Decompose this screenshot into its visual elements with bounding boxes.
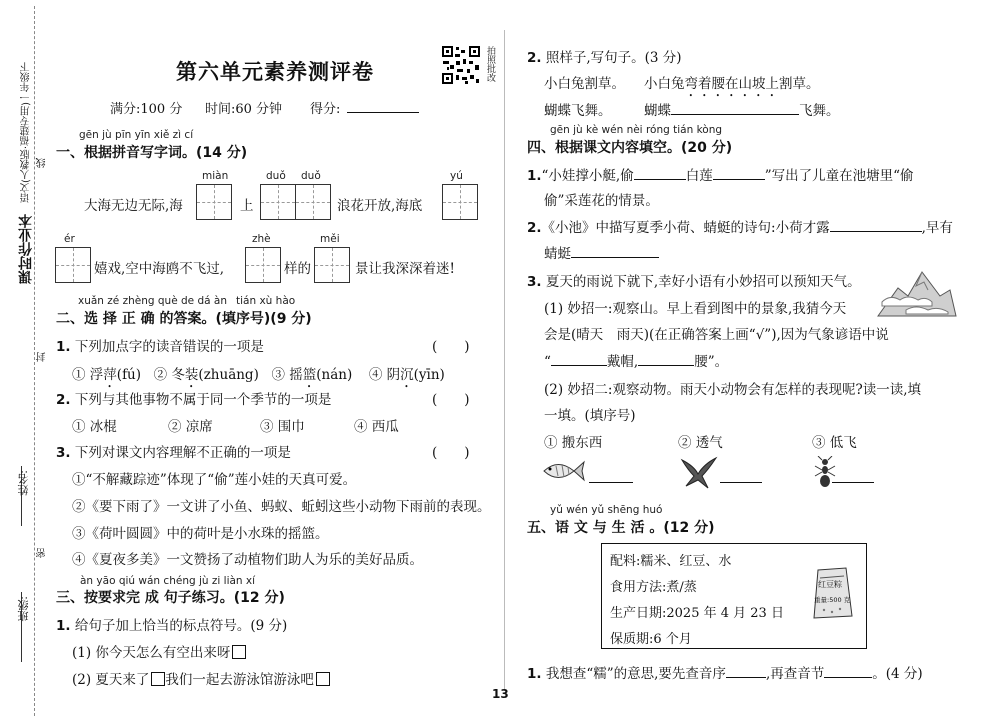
s1-row1-a: 大海无边无际,海 xyxy=(84,198,183,214)
q4-3-blank-1[interactable] xyxy=(551,353,607,366)
q2-1-text: 下列加点字的读音错误的一项是 xyxy=(74,339,264,355)
section2-pinyin-2: tián xù hào xyxy=(236,295,296,307)
q4-2-a: 《小池》中描写夏季小荷、蜻蜓的诗句:小荷才露 xyxy=(541,220,830,236)
punct-box-2[interactable] xyxy=(151,672,165,686)
q3-2-prompt-2b: 飞舞。 xyxy=(799,103,840,119)
section3-pinyin: àn yāo qiú wán chéng jù zi liàn xí xyxy=(80,575,256,587)
q4-3-1a: (1) 妙招一:观察山。早上看到图中的景象,我猜今天 xyxy=(544,301,847,317)
q5-1-blank-2[interactable] xyxy=(824,665,872,678)
page-title: 第六单元素养测评卷 xyxy=(176,59,374,84)
q4-3-option-3: ③ 低飞 xyxy=(812,435,857,451)
answer-paren-2-2[interactable]: ( ) xyxy=(432,392,470,408)
q5-1-b: ,再查音节 xyxy=(765,666,825,682)
q4-1-b: 白莲 xyxy=(685,168,713,184)
tian-box-zhe[interactable] xyxy=(245,247,281,283)
s1-row1-b: 上 xyxy=(240,198,254,214)
tian-box-mian[interactable] xyxy=(196,184,232,220)
answer-paren-2-1[interactable]: ( ) xyxy=(432,339,470,355)
bag-product-name: 红豆粽 xyxy=(818,580,842,589)
q3-1-num: 1. xyxy=(56,618,71,634)
binding-sidebar xyxy=(0,0,48,722)
cut-mark-2: 封 xyxy=(37,352,48,362)
q2-2-option-1: ① 冰棍 xyxy=(72,419,117,435)
qr-label: 拍照批改 xyxy=(485,46,495,82)
q2-2-option-3: ③ 围巾 xyxy=(260,419,305,435)
brand-label: 课时作业本 xyxy=(18,214,34,284)
q4-3-option-2: ② 透气 xyxy=(678,435,723,451)
q3-1b-text-1: (2) 夏天来了 xyxy=(72,672,150,688)
answer-paren-2-3[interactable]: ( ) xyxy=(432,445,470,461)
s1-row2-c: 景让我深深着迷! xyxy=(355,261,455,277)
section4-pinyin: gēn jù kè wén nèi róng tián kòng xyxy=(550,124,723,136)
q4-2-c: 蜻蜓 xyxy=(544,246,571,262)
q4-3-2b: 一填。(填序号) xyxy=(544,408,636,424)
q3-2-example-1: 小白兔割草。 xyxy=(544,76,625,92)
q2-3-text: 下列对课文内容理解不正确的一项是 xyxy=(74,445,291,461)
section4-title: 四、根据课文内容填空。(20 分) xyxy=(527,140,733,156)
punct-box-1[interactable] xyxy=(232,645,246,659)
label-shelf-life: 保质期:6 个月 xyxy=(610,632,692,647)
rice-bag-image xyxy=(808,566,856,620)
s1-row2-b: 样的 xyxy=(284,261,311,277)
q4-3-2a: (2) 妙招二:观察动物。雨天小动物会有怎样的表现呢?读一读,填 xyxy=(544,382,921,398)
page-divider xyxy=(504,30,505,690)
edition-label: 语文(人教版·福建专用)一年级下 xyxy=(21,62,32,203)
q5-1-a: 我想查“糯”的意思,要先查音序 xyxy=(545,666,726,682)
tian-box-duo-1[interactable] xyxy=(260,184,296,220)
q4-3-blank-2[interactable] xyxy=(638,353,694,366)
tian-box-er[interactable] xyxy=(55,247,91,283)
label-ingredients: 配料:糯米、红豆、水 xyxy=(610,554,732,569)
q4-3-1c-3: 腰”。 xyxy=(694,354,729,370)
q3-1a-text: (1) 你今天怎么有空出来呀 xyxy=(72,645,231,661)
q5-1-blank-1[interactable] xyxy=(726,665,766,678)
q4-3-option-1: ① 搬东西 xyxy=(544,435,603,451)
q4-1-blank-1[interactable] xyxy=(634,167,686,180)
swallow-blank[interactable] xyxy=(720,482,762,483)
q4-2-blank-2[interactable] xyxy=(571,245,659,258)
q3-2-num: 2. xyxy=(527,50,542,66)
q2-3-option-3: ③《荷叶圆圆》中的荷叶是小水珠的摇篮。 xyxy=(72,526,329,542)
q2-3-option-4: ④《夏夜多美》一文赞扬了动植物们助人为乐的美好品质。 xyxy=(72,552,423,568)
label-production-date: 生产日期:2025 年 4 月 23 日 xyxy=(610,606,784,621)
q4-3-text: 夏天的雨说下就下,幸好小语有小妙招可以预知天气。 xyxy=(545,274,861,290)
section2-pinyin: xuǎn zé zhèng què de dá àn xyxy=(78,295,227,307)
q3-2-text: 照样子,写句子。(3 分) xyxy=(545,50,682,66)
pinyin-mian: miàn xyxy=(202,170,229,182)
fish-image xyxy=(540,456,586,486)
q2-3-option-1: ①“不解藏踪迹”体现了“偷”莲小娃的天真可爱。 xyxy=(72,472,357,488)
section5-title: 五、语 文 与 生 活 。(12 分) xyxy=(527,520,715,536)
cut-mark-1: 线 xyxy=(37,158,48,168)
q4-2-num: 2. xyxy=(527,220,542,236)
q3-2-prompt-2a: 蝴蝶 xyxy=(644,103,671,119)
full-score: 满分:100 分 xyxy=(110,102,183,117)
q4-3-1b: 会是(晴天 雨天)(在正确答案上画“√”),因为气象谚语中说 xyxy=(544,327,889,343)
tian-box-yu[interactable] xyxy=(442,184,478,220)
pinyin-yu: yú xyxy=(450,170,463,182)
q2-2-num: 2. xyxy=(56,392,71,408)
score-label: 得分: xyxy=(310,102,341,117)
section1-title: 一、根据拼音写字词。(14 分) xyxy=(56,145,248,161)
section1-pinyin: gēn jù pīn yīn xiě zì cí xyxy=(79,129,194,141)
cut-mark-3: 密 xyxy=(37,548,48,558)
q5-1-c: 。(4 分) xyxy=(872,666,923,682)
q2-3-num: 3. xyxy=(56,445,71,461)
score-blank[interactable] xyxy=(347,112,419,113)
tian-box-duo-2[interactable] xyxy=(295,184,331,220)
q4-3-1c-1: “ xyxy=(544,354,551,370)
ant-image xyxy=(812,456,838,488)
q4-2-b: ,早有 xyxy=(921,220,953,236)
bag-weight: 重量:500 克 xyxy=(814,596,851,604)
s1-row1-c: 浪花开放,海底 xyxy=(337,198,423,214)
q4-1-c: ”写出了儿童在池塘里“偷 xyxy=(764,168,914,184)
class-label: 班级: xyxy=(17,596,30,622)
q3-1b-text-2: 我们一起去游泳馆游泳吧 xyxy=(165,672,314,688)
time-limit: 时间:60 分钟 xyxy=(205,102,283,117)
q2-3-option-2: ②《要下雨了》一文讲了小鱼、蚂蚁、蚯蚓这些小动物下雨前的表现。 xyxy=(72,499,491,515)
q2-1-num: 1. xyxy=(56,339,71,355)
pinyin-mei: měi xyxy=(320,233,340,245)
section5-pinyin: yǔ wén yǔ shēng huó xyxy=(550,504,663,516)
q5-1-num: 1. xyxy=(527,666,542,682)
q3-2-blank[interactable] xyxy=(671,102,799,115)
section3-title: 三、按要求完 成 句子练习。(12 分) xyxy=(56,590,285,606)
q4-3-1c-2: 戴帽, xyxy=(606,354,639,370)
pinyin-duo-2: duǒ xyxy=(301,170,321,182)
mountain-cloud-image xyxy=(876,266,958,322)
q3-2-prompt-1: 蝴蝶飞舞。 xyxy=(544,103,612,119)
q4-1-num: 1. xyxy=(527,168,542,184)
q2-2-option-2: ② 凉席 xyxy=(168,419,213,435)
q3-2-example-2: 小白兔弯着腰在山坡上割草。 xyxy=(644,76,820,92)
q4-2-blank-1[interactable] xyxy=(830,219,922,232)
name-label: 姓名: xyxy=(17,470,30,496)
tian-box-mei[interactable] xyxy=(314,247,350,283)
ant-blank[interactable] xyxy=(832,482,874,483)
punct-box-3[interactable] xyxy=(316,672,330,686)
page-number: 13 xyxy=(492,687,509,701)
pinyin-zhe: zhè xyxy=(252,233,271,245)
section2-title: 二、选 择 正 确 的答案。(填序号)(9 分) xyxy=(56,311,312,327)
q4-1-a: “小娃撑小艇,偷 xyxy=(541,168,634,184)
q4-3-num: 3. xyxy=(527,274,542,290)
fish-blank[interactable] xyxy=(589,482,633,483)
q2-2-text: 下列与其他事物不属于同一个季节的一项是 xyxy=(74,392,332,408)
label-cooking-method: 食用方法:煮/蒸 xyxy=(610,580,697,595)
q2-2-option-4: ④ 西瓜 xyxy=(354,419,399,435)
qr-code[interactable] xyxy=(441,45,481,85)
s1-row2-a: 嬉戏,空中海鸥不飞过, xyxy=(94,261,225,277)
swallow-image xyxy=(678,454,718,490)
pinyin-er: ér xyxy=(64,233,75,245)
q4-1-blank-2[interactable] xyxy=(713,167,765,180)
pinyin-duo-1: duǒ xyxy=(266,170,286,182)
q3-1-text: 给句子加上恰当的标点符号。(9 分) xyxy=(74,618,288,634)
q4-1-d: 偷”采莲花的情景。 xyxy=(544,193,659,209)
q2-1-options: ① 浮萍(fú) ② 冬装(zhuāng) ③ 摇篮(nán) ④ 阴沉(yīn) xyxy=(72,367,445,383)
